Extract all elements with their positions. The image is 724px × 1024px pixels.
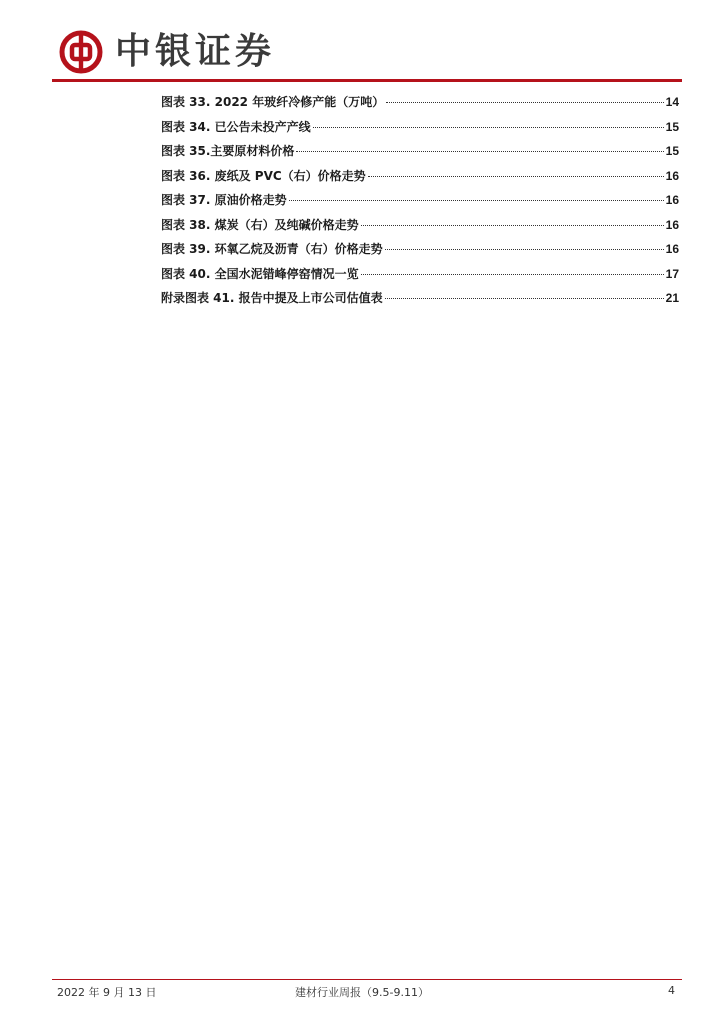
- toc-item-page: 15: [665, 119, 679, 134]
- toc-leader: [361, 274, 664, 275]
- toc-leader: [385, 249, 664, 250]
- toc-item-label: 图表 33. 2022 年玻纤冷修产能（万吨）: [161, 95, 385, 109]
- toc-leader: [368, 176, 664, 177]
- toc-item-page: 14: [665, 95, 679, 109]
- toc-item[interactable]: [161, 289, 679, 314]
- toc-item[interactable]: [161, 167, 679, 192]
- toc-item[interactable]: [161, 216, 679, 241]
- toc-item[interactable]: [161, 93, 679, 118]
- toc-item-label: 图表 35.主要原材料价格: [161, 144, 295, 158]
- toc-item-page: 21: [665, 291, 679, 305]
- toc-item[interactable]: [161, 142, 679, 167]
- brand-name: 中银证券: [115, 31, 276, 72]
- table-of-contents: [161, 93, 679, 314]
- toc-leader: [296, 151, 663, 152]
- toc-item-label: 图表 36. 废纸及 PVC（右）价格走势: [161, 168, 366, 183]
- toc-leader: [289, 200, 664, 201]
- footer-page-number: 4: [668, 984, 675, 997]
- toc-item-page: 17: [665, 266, 679, 281]
- toc-item-label: 图表 40. 全国水泥错峰停窑情况一览: [161, 266, 359, 281]
- footer-date: 2022 年 9 月 13 日: [57, 986, 157, 999]
- toc-item-label: 图表 37. 原油价格走势: [161, 193, 287, 207]
- boc-logo-icon: [59, 30, 103, 74]
- footer-rule: [52, 979, 682, 980]
- toc-item-label: 图表 34. 已公告未投产产线: [161, 119, 311, 134]
- toc-item[interactable]: [161, 191, 679, 216]
- toc-item-page: 16: [665, 217, 679, 232]
- toc-item-page: 15: [665, 144, 679, 158]
- toc-item-label: 图表 39. 环氧乙烷及沥青（右）价格走势: [161, 242, 383, 256]
- toc-item-label: 附录图表 41. 报告中提及上市公司估值表: [161, 291, 383, 305]
- toc-item-page: 16: [665, 193, 679, 207]
- toc-item-page: 16: [665, 242, 679, 256]
- toc-item-page: 16: [665, 168, 679, 183]
- header-rule: [52, 79, 682, 82]
- toc-item-label: 图表 38. 煤炭（右）及纯碱价格走势: [161, 217, 359, 232]
- toc-leader: [386, 102, 663, 103]
- toc-item[interactable]: [161, 118, 679, 143]
- page-header: [0, 0, 724, 84]
- toc-leader: [361, 225, 664, 226]
- footer-report-title: 建材行业周报（9.5-9.11）: [295, 986, 429, 999]
- toc-item[interactable]: [161, 240, 679, 265]
- toc-item[interactable]: [161, 265, 679, 290]
- toc-leader: [385, 298, 664, 299]
- toc-leader: [313, 127, 664, 128]
